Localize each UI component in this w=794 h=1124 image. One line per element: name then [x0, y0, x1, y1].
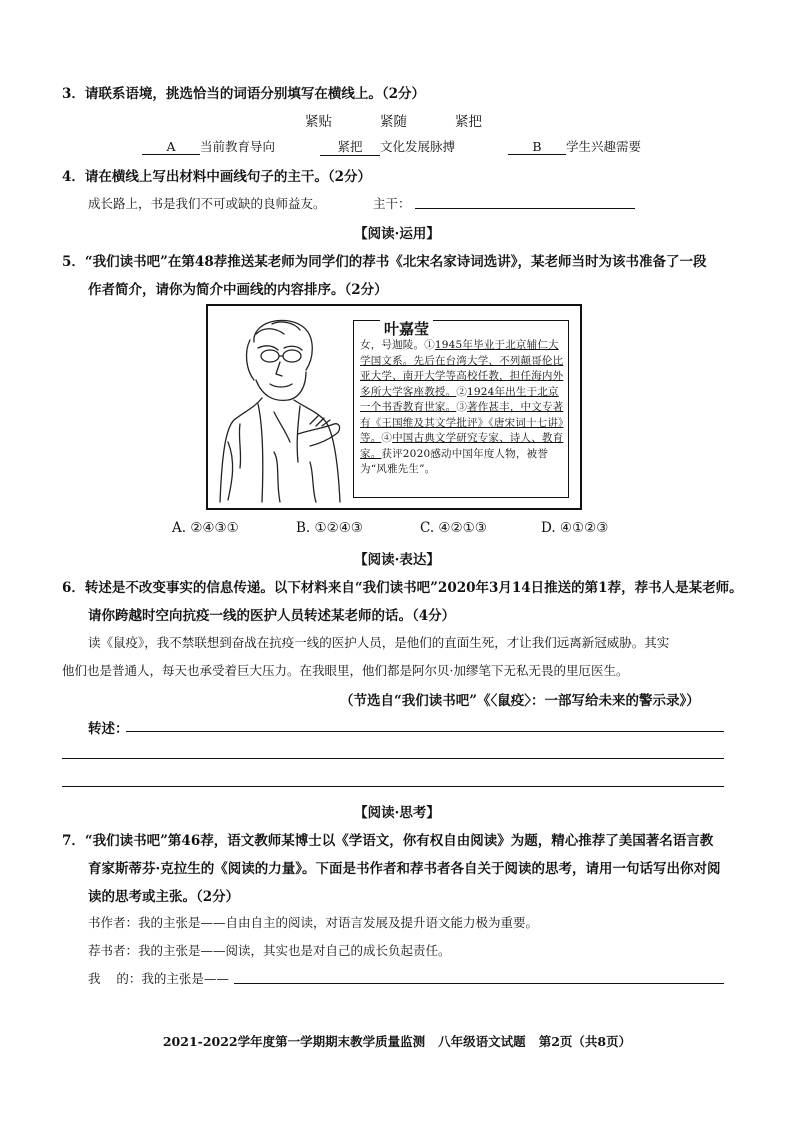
- q6-quote-line-2: 他们也是普通人，每天也承受着巨大压力。在我眼里，他们都是阿尔贝·加缪笔下无私无畏的里厄医生。: [62, 663, 629, 678]
- q7-author-view: 书作者：我的主张是——自由自主的阅读，对语言发展及提升语文能力极为重要。: [88, 915, 539, 930]
- q6-line-2: 请你跨越时空向抗疫一线的医护人员转述某老师的话。（4分）: [88, 608, 456, 624]
- author-bio-title: 叶嘉莹: [380, 318, 433, 339]
- q5-option-a[interactable]: A. ②④③①: [172, 520, 239, 536]
- q4-stem: 4．请在横线上写出材料中画线句子的主干。（2分）: [62, 169, 372, 185]
- q4-sentence: 成长路上，书是我们不可或缺的良师益友。: [88, 196, 326, 211]
- section-heading-think: 【阅读·思考】: [354, 805, 440, 821]
- q3-blank-a-row: [142, 137, 275, 155]
- q6-answer-line-1[interactable]: [126, 731, 724, 732]
- author-portrait-image: [214, 312, 349, 504]
- q3-word-3: 紧把: [455, 114, 482, 130]
- q4-answer-line[interactable]: [415, 208, 635, 209]
- q3-stem: 3．请联系语境，挑选恰当的词语分别填写在横线上。（2分）: [62, 86, 426, 102]
- q6-answer-line-3[interactable]: [62, 786, 724, 787]
- q5-option-d[interactable]: D. ④①②③: [541, 520, 609, 536]
- q3-blank-b[interactable]: B: [508, 139, 566, 155]
- q7-recommender-view: 荐书者：我的主张是——阅读，其实也是对自己的成长负起责任。: [88, 943, 451, 958]
- q5-line-1: 5．“我们读书吧”在第48荐推送某老师为同学们的荐书《北宋名家诗词选讲》，某老师当时为该书准备了一段: [62, 254, 707, 270]
- q5-line-2: 作者简介，请你为简介中画线的内容排序。（2分）: [88, 282, 388, 298]
- q3-phrase-b: 学生兴趣需要: [566, 139, 642, 154]
- q5-option-c[interactable]: C. ④②①③: [420, 520, 487, 536]
- q3-word-1: 紧贴: [305, 114, 332, 130]
- q5-option-b[interactable]: B. ①②④③: [296, 520, 363, 536]
- q6-line-1: 6．转述是不改变事实的信息传递。以下材料来自“我们读书吧”2020年3月14日推送的第1荐，荐书人是某老师。: [62, 580, 743, 596]
- q6-source: （节选自“我们读书吧”《〈鼠疫〉：一部写给未来的警示录》）: [340, 693, 700, 709]
- q7-line-1: 7．“我们读书吧”第46荐，语文教师某博士以《学语文，你有权自由阅读》为题，精心推荐了美国著名语言教: [62, 833, 714, 849]
- q3-blank-a[interactable]: A: [142, 139, 200, 155]
- q3-blank-b-row: [508, 137, 641, 155]
- page-footer: 2021-2022学年度第一学期期末教学质量监测 八年级语文试题 第2页（共8页）: [162, 1034, 632, 1049]
- q3-blank-mid-row: [320, 137, 455, 156]
- author-bio-text: 女，号迦陵。①1945年毕业于北京辅仁大学国文系。先后在台湾大学、不列颠哥伦比亚大学、南开大学等高校任教，担任海内外多所大学客座教授。②1924年出生于北京一个书香教育世家。③著作甚丰，中文专著有《王国维及其文学批评》《唐宋词十七讲》等。④中国古典文学研究专家、诗人、教育家。获评2020感动中国年度人物，被誉为“风雅先生”。: [360, 339, 564, 475]
- q3-blank-mid[interactable]: 紧把: [320, 137, 380, 156]
- section-heading-apply: 【阅读·运用】: [354, 226, 440, 242]
- q6-answer-label: 转述：: [88, 721, 129, 737]
- q4-answer-label: 主干：: [373, 196, 411, 211]
- q6-answer-line-2[interactable]: [62, 758, 724, 759]
- q7-line-2: 育家斯蒂芬·克拉生的《阅读的力量》。下面是书作者和荐书者各自关于阅读的思考，请用一句话写出你对阅: [88, 861, 721, 877]
- q6-quote-line-1: 读《鼠疫》，我不禁联想到奋战在抗疫一线的医护人员，是他们的直面生死，才让我们远离新冠威胁。其实: [88, 635, 670, 650]
- q7-my-view-label: 我 的：我的主张是——: [88, 971, 229, 986]
- q7-line-3: 读的思考或主张。（2分）: [88, 889, 240, 905]
- q3-phrase-a: 当前教育导向: [200, 139, 276, 154]
- q3-phrase-mid: 文化发展脉搏: [380, 139, 456, 154]
- q7-answer-line[interactable]: [234, 983, 724, 984]
- section-heading-express: 【阅读·表达】: [354, 552, 440, 568]
- q3-word-2: 紧随: [380, 114, 407, 130]
